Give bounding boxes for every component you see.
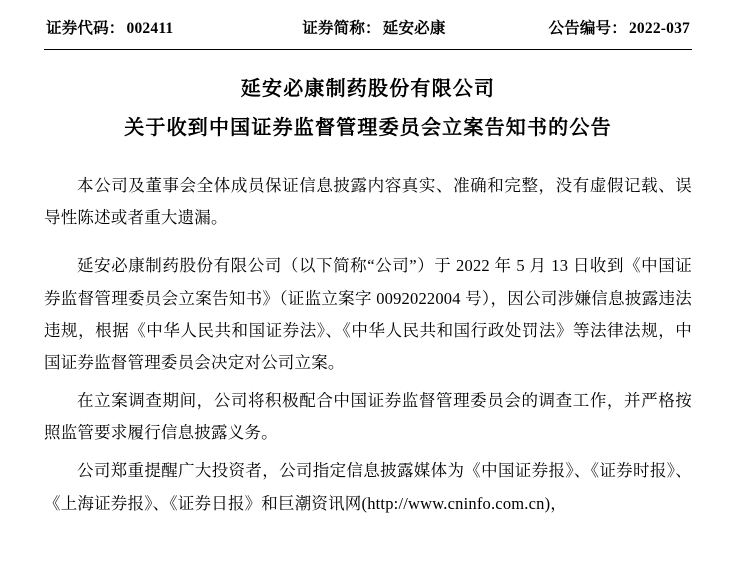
security-code-label: 证券代码： (46, 20, 125, 37)
paragraph-disclaimer: 本公司及董事会全体成员保证信息披露内容真实、准确和完整，没有虚假记载、误导性陈述或者重大遗漏。 (44, 176, 692, 228)
paragraph-filing-notice: 延安必康制药股份有限公司（以下简称“公司”）于 2022 年 5 月 13 日收到《中国证券监督管理委员会立案告知书》（证监立案字 0092022004 号），因公司涉嫌信息披露违法违规，根据《中华人民共和国证券法》、《中华人民共和国行政处罚法》等法律法规，中国证券监督管理委员会决定对公司立案。 (44, 256, 692, 372)
paragraph-media-reminder: 公司郑重提醒广大投资者，公司指定信息披露媒体为《中国证券报》、《证券时报》、《上海证券报》、《证券日报》和巨潮资讯网(http://www.cninfo.com.cn)， (44, 461, 692, 513)
security-code-value: 002411 (126, 20, 174, 37)
company-title-line: 延安必康制药股份有限公司 (240, 78, 496, 100)
header-divider (44, 49, 692, 50)
document-header (44, 0, 692, 38)
security-code (46, 16, 173, 38)
notice-number (548, 16, 690, 38)
notice-number-label: 公告编号： (548, 20, 627, 37)
document-title (44, 74, 692, 144)
security-name-label: 证券简称： (302, 20, 381, 37)
notice-number-value: 2022-037 (628, 20, 690, 37)
security-name (302, 16, 445, 38)
announcement-title-line: 关于收到中国证券监督管理委员会立案告知书的公告 (124, 117, 612, 139)
paragraph-cooperation: 在立案调查期间，公司将积极配合中国证券监督管理委员会的调查工作，并严格按照监管要求履行信息披露义务。 (44, 391, 692, 443)
document-body (44, 170, 692, 520)
security-name-value: 延安必康 (382, 20, 446, 37)
